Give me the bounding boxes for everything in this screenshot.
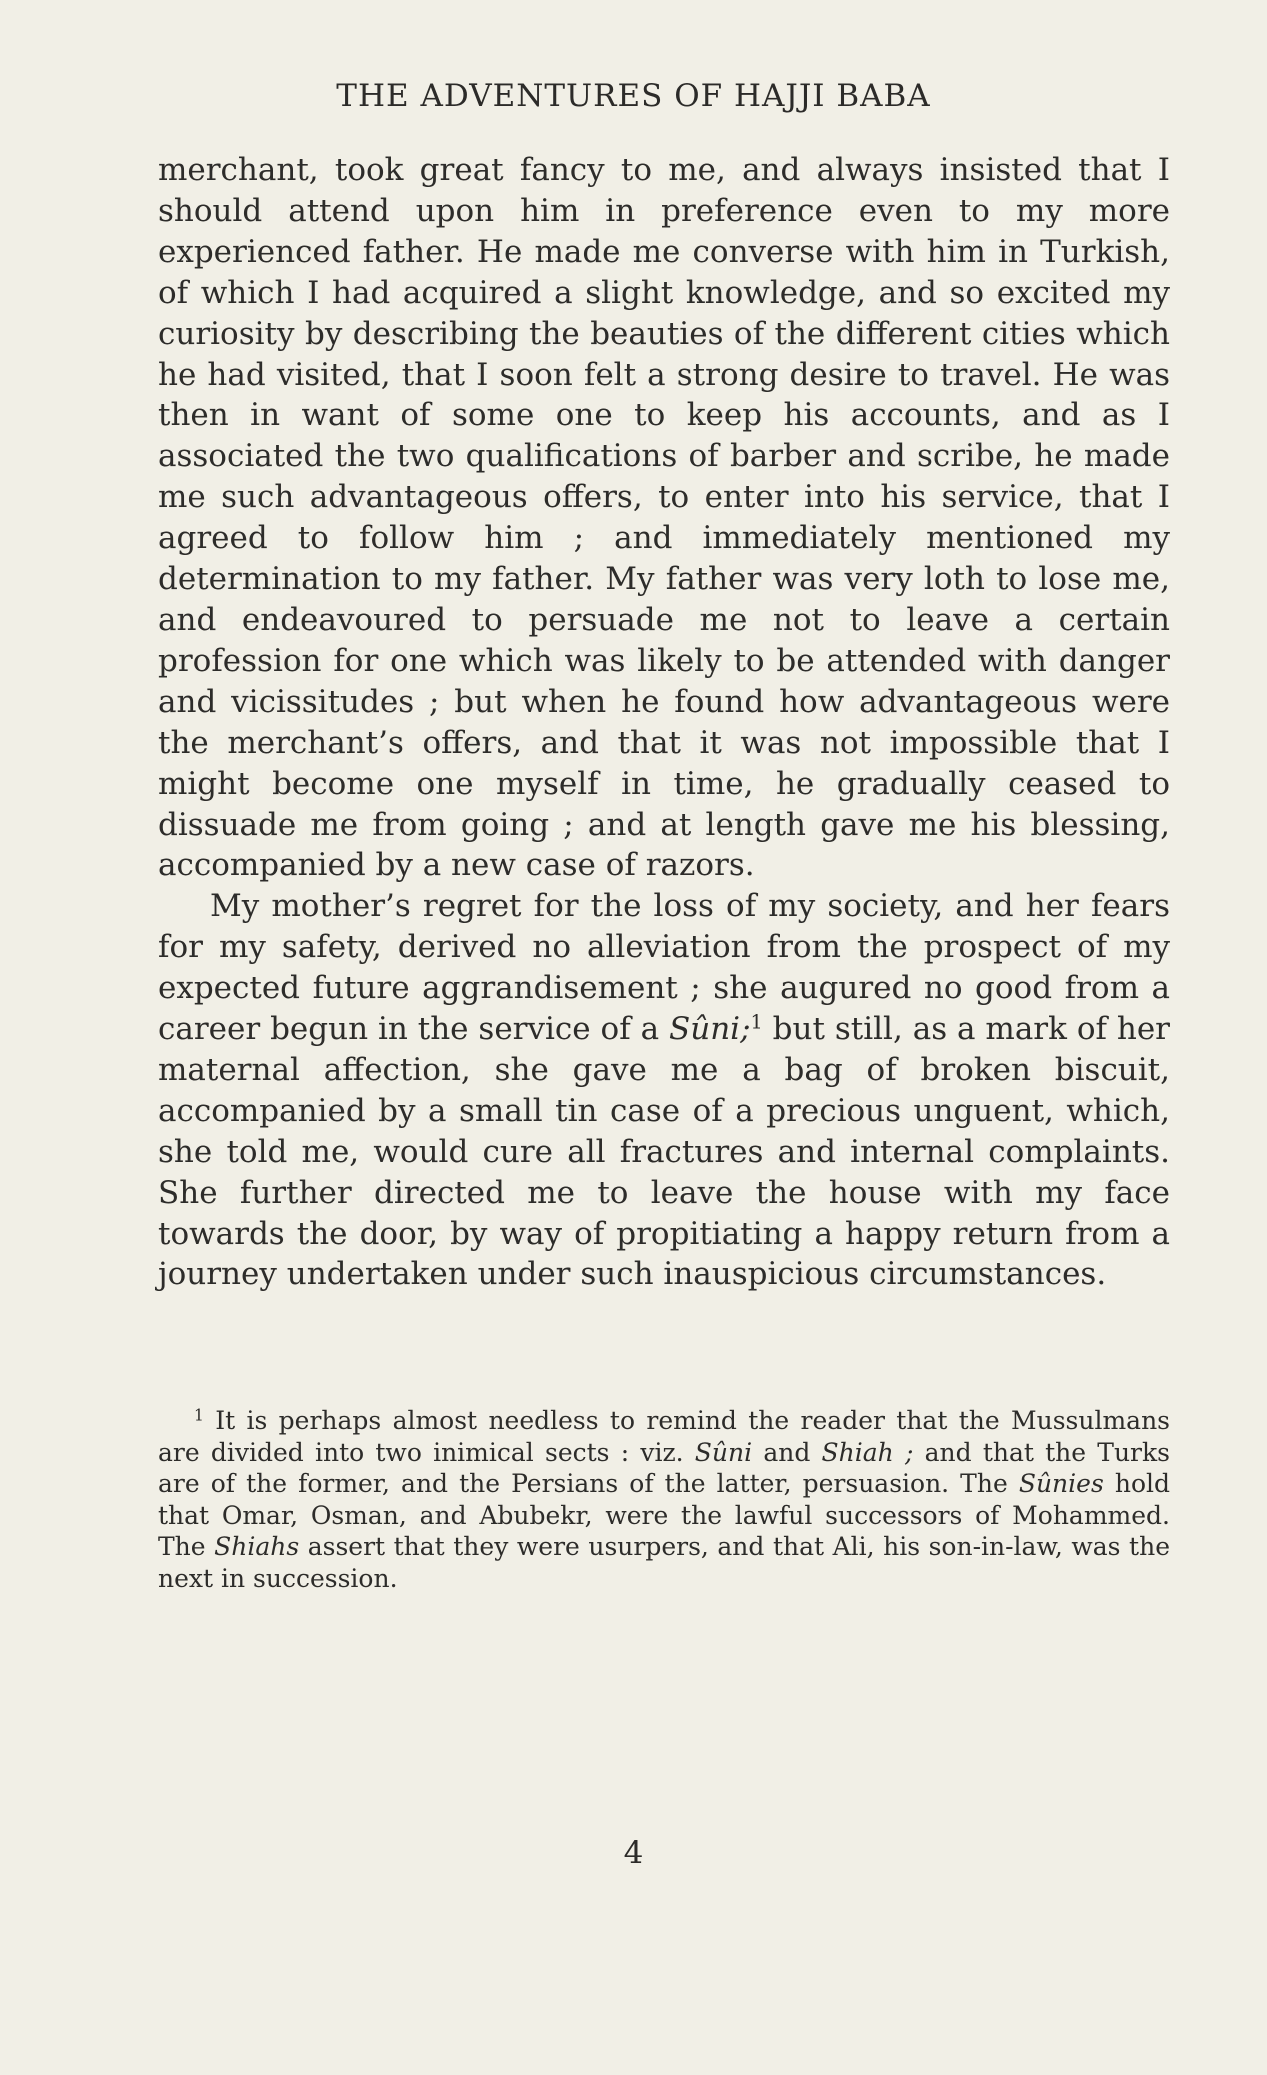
- paragraph-2: [158, 886, 1170, 1295]
- footnote-text-4: hold that Omar, Osman, and Abubekr, were the lawful successors of Mohammed. The: [158, 1469, 1170, 1561]
- paragraph-2-text-before-term: My mother’s regret for the loss of my society, and her fears for my safety, derived no alleviation from the prospect of my expected future aggrandisement ; she augured no good from a career begun in the service of a: [158, 888, 1170, 1048]
- running-head-title: THE ADVENTURES OF HAJJI BABA: [336, 78, 931, 114]
- footnote-text-3: and that the Turks are of the former, and the Persians of the latter, persuasion. The: [158, 1437, 1170, 1498]
- term-punctuation: ;: [740, 1011, 751, 1048]
- footnote-term-suni: Sûni: [694, 1437, 753, 1467]
- main-body-text: [158, 150, 1170, 1295]
- footnote-text-5: assert that they were usurpers, and that Ali, his son-in-law, was the next in succession.: [158, 1532, 1170, 1593]
- footnote-text-1: It is perhaps almost needless to remind the reader that the Mussulmans are divided into two inimical sects : viz.: [158, 1406, 1170, 1467]
- footnote-term-shiah: Shiah ;: [821, 1437, 914, 1467]
- paragraph-2-text-after-term: but still, as a mark of her maternal affection, she gave me a bag of broken biscuit, accompanied by a small tin case of a precious unguent, which, she told me, would cure all fractures and internal complaints. She further directed me to leave the house with my face towards the door, by way of propitiating a happy return from a journey undertaken under such inauspicious circumstances.: [158, 1011, 1170, 1293]
- footnote-1: [158, 1405, 1170, 1594]
- footnote-marker: 1: [194, 1406, 204, 1425]
- footnote-term-sunies: Sûnies: [1018, 1469, 1104, 1498]
- footnote-term-shiahs: Shiahs: [214, 1532, 300, 1561]
- footnote-reference-1: 1: [750, 1010, 763, 1034]
- footnote-text-2: and: [752, 1437, 822, 1467]
- page-number: 4: [623, 1835, 644, 1871]
- term-suni: Sûni: [669, 1011, 741, 1048]
- paragraph-1: merchant, took great fancy to me, and always insisted that I should attend upon him in preference even to my more experienced father. He made me converse with him in Turkish, of which I had acquired a slight knowledge, and so excited my curiosity by describing the beauties of the different cities which he had visited, that I soon felt a strong desire to travel. He was then in want of some one to keep his accounts, and as I associated the two qualifications of barber and scribe, he made me such advantageous offers, to enter into his service, that I agreed to follow him ; and immediately mentioned my determination to my father. My father was very loth to lose me, and endeavoured to persuade me not to leave a certain profession for one which was likely to be attended with danger and vicissitudes ; but when he found how advantageous were the merchant’s offers, and that it was not impossible that I might become one myself in time, he gradually ceased to dissuade me from going ; and at length gave me his blessing, accompanied by a new case of razors.: [158, 152, 1170, 884]
